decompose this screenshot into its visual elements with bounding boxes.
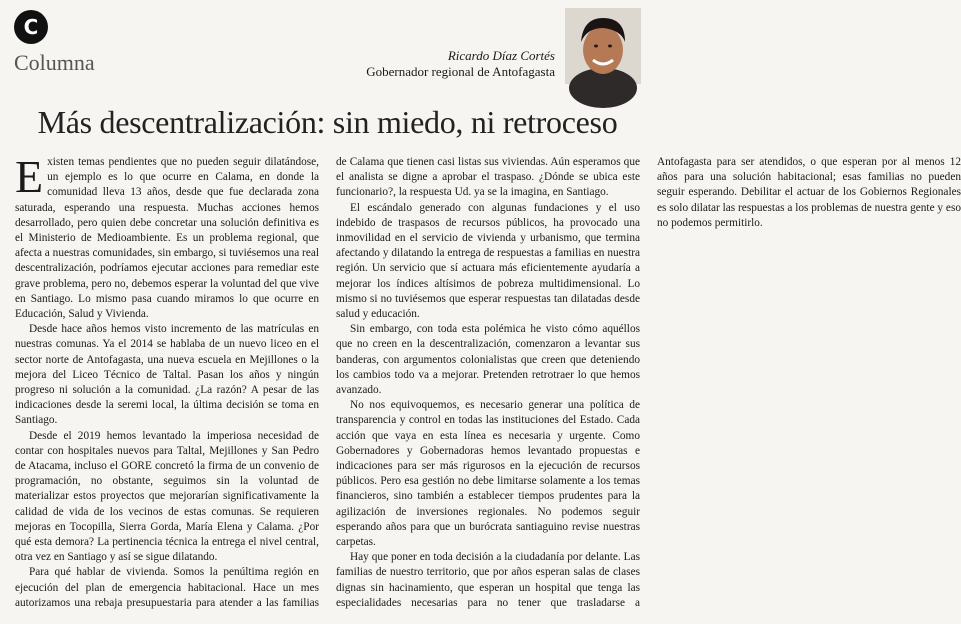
paragraph: Sin embargo, con toda esta polémica he visto cómo aquéllos que no creen en la descentralización, comenzaron a levantar sus banderas, con argumentos colonialistas que creen que deteniendo los cambios todo va a mejorar. Pretenden retrotraer lo que hemos avanzado.: [336, 323, 640, 397]
author-photo: [565, 8, 641, 84]
paragraph: Hay que poner en toda decisión a la ciudadanía por delante. Las familias de nuestro territorio, que por años esperan salas de clases dignas sin hacinamiento, que esperan un hospital que tenga las especialidades necesarias para no tener que trasladarse a Antofagasta para ser atendidos, o que esperan por al menos 12 años para una solución habitacional; esas familias no pueden seguir esperando. Debilitar el actuar de los Gobiernos Regionales es solo dilatar las respuestas a los problemas de nuestra gente y eso no podemos permitirlo.: [336, 156, 961, 609]
paragraph: [15, 151, 319, 322]
column-badge: C: [14, 10, 48, 44]
paragraph: El escándalo generado con algunas fundaciones y el uso indebido de traspasos de recursos públicos, ha provocado una inmovilidad en el servicio de vivienda y urbanismo, que termina afectando y dilatando la entrega de respuestas a familias en nuestra región. Un servicio que sí actuara más eficientemente ayudaría a mejorar los índices altísimos de pobreza multidimensional. Lo mismo si no tuviésemos que esperar respuestas tan dilatadas desde salud y educación.: [336, 201, 640, 321]
author-role: Gobernador regional de Antofagasta: [366, 64, 555, 79]
author-name: Ricardo Díaz Cortés: [447, 48, 555, 63]
drop-cap: E: [15, 151, 44, 202]
section-label: Columna: [14, 50, 95, 75]
paragraph-text: xisten temas pendientes que no pueden seguir dilatándose, un ejemplo es lo que ocurre en Calama, en donde la comunidad lleva 13 años, desde que fue declarada zona saturada, esperando una respuesta. Muchas acciones hemos desarrollado, pero quien debe concretar una solución definitiva es el Ministerio de Medioambiente. Es un problema regional, que afecta a nuestras comunidades, sin embargo, si tuviésemos una real descentralización, podríamos ejecutar acciones para remediar este grave problema, pero no, debemos esperar la voluntad del que vive en Santiago. Lo mismo pasa cuando miramos lo que ocurre en Educación, Salud y Vivienda.: [15, 156, 319, 321]
headline: Más descentralización: sin miedo, ni retroceso: [37, 104, 618, 140]
paragraph: No nos equivoquemos, es necesario generar una política de transparencia y control en todas las instituciones del Estado. Cada acción que vaya en esta línea es necesaria y urgente. Como Gobernadores y Gobernadoras hemos levantado propuestas e indicaciones para ser más rigurosos en la ejecución de recursos públicos. Pero esa gestión no debe limitarse solamente a los temas financieros, sino también a establecer tiempos prudentes para la agilización de inversiones regionales. No podemos seguir esperando años para que un burócrata santiaguino revise nuestras carpetas.: [336, 399, 640, 549]
paragraph: Desde el 2019 hemos levantado la imperiosa necesidad de contar con hospitales nuevos para Taltal, Mejillones y San Pedro de Atacama, incluso el GORE concretó la firma de un convenio de programación, no obstante, seguimos sin la voluntad de materializar estos proyectos que mejorarían significativamente la calidad de vida de los vecinos de estas comunas. Se requieren mejoras en Tocopilla, Sierra Gorda, María Elena y Calama. ¿Por qué esta demora? La pertinencia técnica la entrega el nivel central, otra vez en Santiago y así se sigue dilatando.: [15, 429, 319, 564]
article-body: [15, 151, 961, 620]
paragraph: Desde hace años hemos visto incremento de las matrículas en nuestras comunas. Ya el 2014 se hablaba de un nuevo liceo en el sector norte de Antofagasta, una nueva escuela en Mejillones o la mejora del Liceo Técnico de Taltal. Pasan los años y ningún progreso ni solución a la comunidad. ¿La razón? A pesar de las indicaciones desde la seremi local, la última decisión se toma en Santiago.: [15, 323, 319, 427]
author-block: [366, 48, 555, 80]
paragraph: Para qué hablar de vivienda. Somos la penúltima región en ejecución del plan de emergencia habitacional. Hace un mes autorizamos una rebaja presupuestaria para atender a las familias de Calama que tienen casi listas sus viviendas. Aún esperamos que el analista se digne a aprobar el traspaso. ¿Dónde se ubica este funcionario?, la respuesta Ud. ya se la imagina, en Santiago.: [15, 156, 640, 609]
